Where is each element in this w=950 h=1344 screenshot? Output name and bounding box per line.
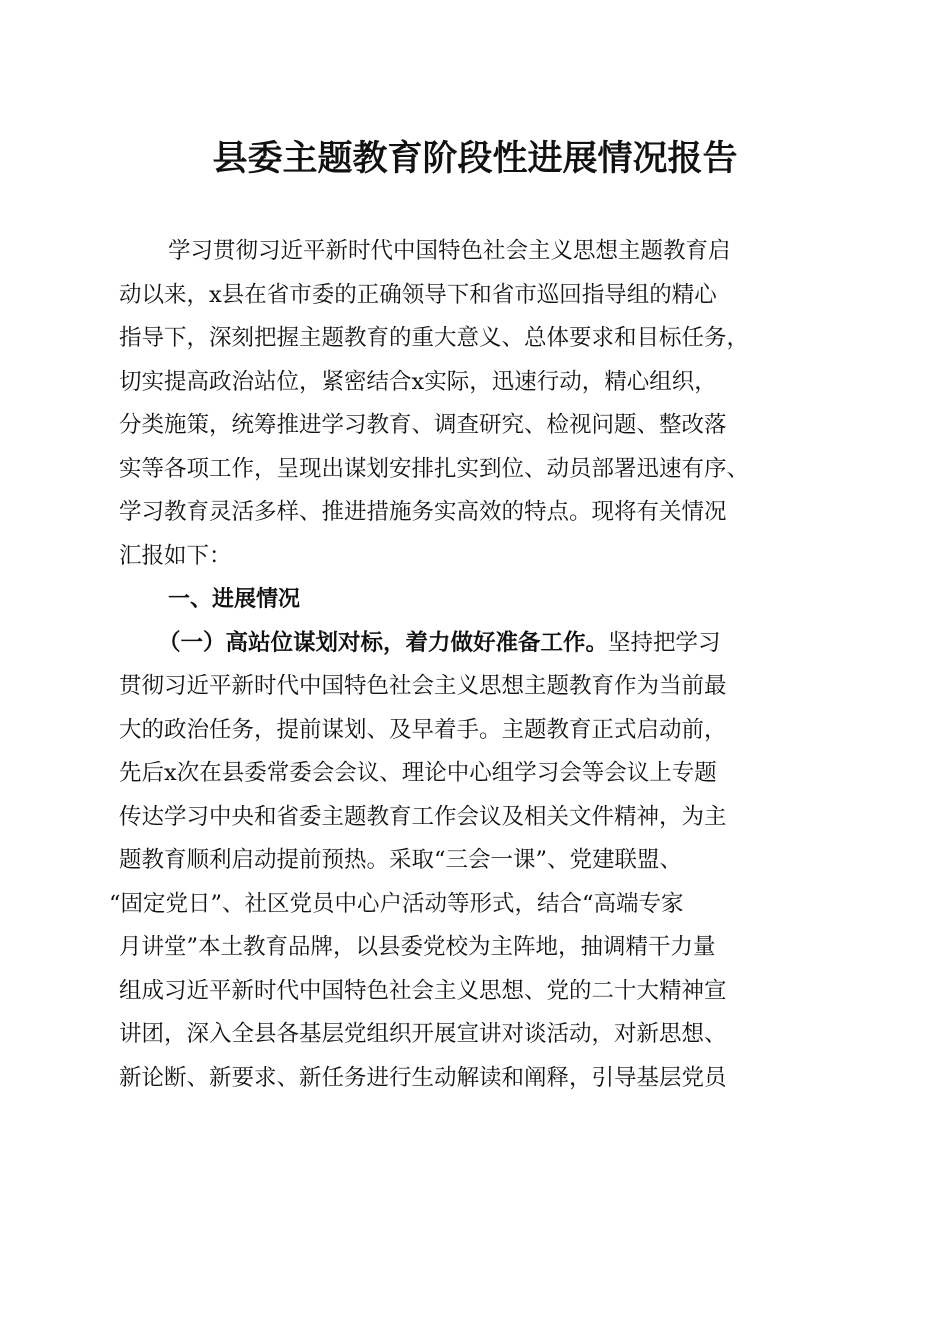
intro-line: 切实提高政治站位，紧密结合x实际，迅速行动，精心组织， — [119, 368, 717, 395]
subsection-line: 组成习近平新时代中国特色社会主义思想、党的二十大精神宣 — [119, 977, 727, 1004]
subsection-line: 传达学习中央和省委主题教育工作会议及相关文件精神，为主 — [119, 803, 727, 830]
intro-line: 指导下，深刻把握主题教育的重大意义、总体要求和目标任务， — [119, 325, 750, 351]
intro-line: 实等各项工作，呈现出谋划安排扎实到位、动员部署迅速有序、 — [119, 455, 750, 482]
subsection-lead-line — [119, 622, 859, 666]
intro-line: 分类施策，统筹推进学习教育、调查研究、检视问题、整改落 — [119, 412, 727, 438]
intro-line: 动以来，x县在省市委的正确领导下和省市巡回指导组的精心 — [119, 281, 717, 308]
subsection-line: 月讲堂”本土教育品牌，以县委党校为主阵地，抽调精干力量 — [119, 934, 716, 960]
document-body — [109, 230, 859, 1100]
subsection-line: 贯彻习近平新时代中国特色社会主义思想主题教育作为当前最 — [119, 673, 727, 699]
intro-line: 汇报如下： — [119, 542, 232, 569]
subsection-line: “固定党日”、社区党员中心户活动等形式，结合“高端专家 — [109, 890, 684, 917]
subsection-line: 讲团，深入全县各基层党组织开展宣讲对谈活动，对新思想、 — [119, 1021, 727, 1047]
intro-line: 学习教育灵活多样、推进措施务实高效的特点。现将有关情况 — [119, 499, 727, 525]
subsection-heading: （一）高站位谋划对标，着力做好准备工作。 — [158, 629, 609, 656]
subsection-line: 新论断、新要求、新任务进行生动解读和阐释，引导基层党员 — [119, 1064, 727, 1091]
section-heading: 一、进展情况 — [168, 587, 301, 612]
document-title: 县委主题教育阶段性进展情况报告 — [212, 138, 738, 179]
subsection-line: 先后x次在县委常委会会议、理论中心组学习会等会议上专题 — [119, 760, 717, 786]
intro-line: 学习贯彻习近平新时代中国特色社会主义思想主题教育启 — [168, 238, 731, 264]
subsection-lead-text: 坚持把学习 — [608, 629, 721, 656]
subsection-line: 题教育顺利启动提前预热。采取“三会一课”、党建联盟、 — [119, 847, 683, 873]
subsection-line: 大的政治任务，提前谋划、及早着手。主题教育正式启动前， — [119, 716, 727, 743]
